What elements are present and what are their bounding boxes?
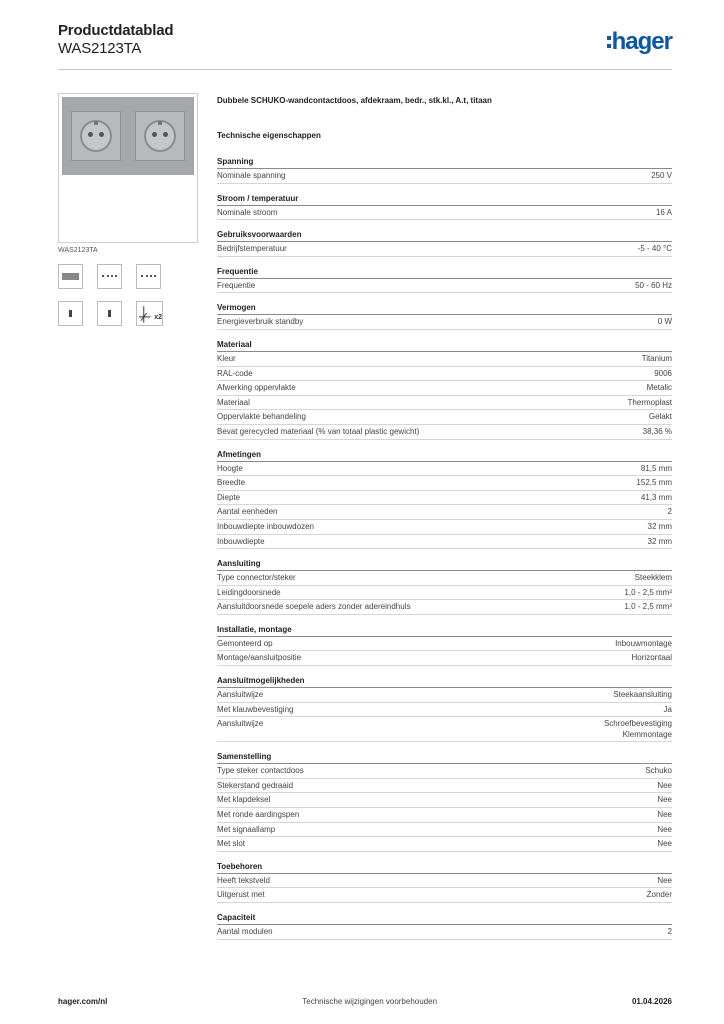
- socket-left: [71, 111, 121, 161]
- spec-label: Met ronde aardingspen: [217, 810, 300, 820]
- spec-row: [217, 571, 672, 586]
- spec-label: Gemonteerd op: [217, 638, 273, 648]
- spec-row: [217, 764, 672, 779]
- spec-label: Nominale spanning: [217, 171, 286, 180]
- spec-label: Energieverbruik standby: [217, 317, 304, 327]
- spec-value: Titanium: [641, 353, 672, 363]
- spec-section: [217, 558, 672, 615]
- spec-label: Met klapdeksel: [217, 795, 271, 805]
- spec-row: [217, 535, 672, 550]
- spec-value: 41,3 mm: [640, 492, 672, 502]
- footer-website-link[interactable]: hager.com/nl: [58, 997, 108, 1006]
- spec-row: [217, 874, 672, 889]
- spec-row: [217, 169, 672, 184]
- spec-value: 32 mm: [647, 536, 672, 546]
- thumbnail-bottom-view[interactable]: [136, 264, 161, 289]
- spec-value: Nee: [657, 810, 672, 820]
- spec-value: Inbouwmontage: [615, 638, 672, 648]
- spec-label: Diepte: [217, 492, 241, 502]
- spec-label: Inbouwdiepte inbouwdozen: [217, 521, 314, 531]
- spec-label: Aantal eenheden: [217, 507, 278, 517]
- thumbnail-side-view[interactable]: [58, 301, 83, 326]
- product-description: Dubbele SCHUKO-wandcontactdoos, afdekraam, bedr., stk.kl., A.t, titaan: [217, 96, 492, 105]
- spec-section-title: Stroom / temperatuur: [217, 193, 672, 206]
- spec-label: Aansluitwijze: [217, 719, 264, 729]
- spec-value: 9006: [654, 368, 672, 378]
- spec-row: [217, 637, 672, 652]
- spec-value: 2: [667, 507, 672, 517]
- spec-section-title: Frequentie: [217, 266, 672, 279]
- spec-value: Schuko: [645, 766, 672, 776]
- spec-row: [217, 462, 672, 477]
- spec-row: [217, 505, 672, 520]
- spec-value: 152,5 mm: [636, 478, 672, 488]
- spec-value: 32 mm: [647, 521, 672, 531]
- spec-value: 0 W: [657, 317, 672, 327]
- footer-date: 01.04.2026: [631, 997, 672, 1006]
- spec-value: Horizontaal: [631, 653, 672, 663]
- page-footer: [58, 997, 672, 1006]
- spec-label: Montage/aansluitpositie: [217, 653, 302, 663]
- spec-section: [217, 156, 672, 184]
- spec-row: [217, 491, 672, 506]
- spec-value: Steekaansluiting: [613, 690, 672, 700]
- spec-label: Aansluitwijze: [217, 690, 264, 700]
- spec-value: 81,5 mm: [640, 463, 672, 473]
- spec-label: Uitgerust met: [217, 890, 265, 900]
- logo-text: hager: [611, 28, 672, 55]
- spec-section: [217, 861, 672, 903]
- spec-value: Nee: [657, 839, 672, 849]
- spec-section: [217, 193, 672, 221]
- spec-value: 38,36 %: [642, 426, 672, 436]
- spec-row: [217, 888, 672, 903]
- spec-value: Nee: [657, 824, 672, 834]
- spec-label: RAL-code: [217, 368, 253, 378]
- spec-section-title: Aansluitmogelijkheden: [217, 675, 672, 688]
- socket-right: [135, 111, 185, 161]
- spec-section: [217, 229, 672, 257]
- spec-row: [217, 352, 672, 367]
- spec-label: Aantal modulen: [217, 927, 273, 936]
- spec-value: Nee: [657, 875, 672, 885]
- spec-row: [217, 396, 672, 411]
- thumbnail-side-view-2[interactable]: [97, 301, 122, 326]
- spec-section-title: Afmetingen: [217, 449, 672, 462]
- spec-value: 250 V: [651, 171, 672, 180]
- spec-row: [217, 793, 672, 808]
- spec-section-title: Materiaal: [217, 339, 672, 352]
- spec-value: 16 A: [655, 207, 672, 217]
- spec-label: Bevat gerecycled materiaal (% van totaal plastic gewicht): [217, 426, 420, 436]
- spec-value: Nee: [657, 780, 672, 790]
- spec-section-title: Gebruiksvoorwaarden: [217, 229, 672, 242]
- spec-row: [217, 242, 672, 257]
- spec-row: [217, 688, 672, 703]
- spec-row: [217, 425, 672, 440]
- spec-row: [217, 520, 672, 535]
- spec-section: [217, 339, 672, 440]
- spec-value: Nee: [657, 795, 672, 805]
- page-header: [58, 22, 672, 70]
- spec-row: [217, 410, 672, 425]
- hager-logo: [607, 28, 672, 56]
- spec-section-title: Installatie, montage: [217, 624, 672, 637]
- spec-value: 1,0 - 2,5 mm²: [624, 587, 672, 597]
- spec-label: Met signaallamp: [217, 824, 276, 834]
- spec-sections: [217, 156, 672, 940]
- spec-value: 1,0 - 2,5 mm²: [624, 602, 672, 612]
- spec-section: [217, 675, 672, 742]
- spec-section-title: Spanning: [217, 156, 672, 169]
- logo-dots-icon: [607, 34, 611, 50]
- product-media: [58, 93, 198, 326]
- spec-value: [604, 718, 672, 740]
- product-image[interactable]: [58, 93, 198, 243]
- spec-label: Oppervlakte behandeling: [217, 412, 306, 422]
- technical-properties-heading: Technische eigenschappen: [217, 131, 321, 140]
- spec-value: Thermoplast: [627, 397, 672, 407]
- spec-section-title: Aansluiting: [217, 558, 672, 571]
- spec-value-line: Schroefbevestiging: [603, 719, 672, 729]
- spec-section: [217, 912, 672, 940]
- spec-section-title: Toebehoren: [217, 861, 672, 874]
- spec-section: [217, 751, 672, 852]
- thumbnail-top-view[interactable]: [97, 264, 122, 289]
- spec-value: 50 - 60 Hz: [635, 280, 672, 290]
- footer-notice: Technische wijzigingen voorbehouden: [302, 997, 438, 1006]
- spec-row: [217, 600, 672, 615]
- spec-value: Metalic: [646, 383, 672, 393]
- spec-label: Type connector/steker: [217, 573, 296, 583]
- spec-value: Steekklem: [634, 573, 672, 583]
- spec-label: Inbouwdiepte: [217, 536, 265, 546]
- spec-row: [217, 476, 672, 491]
- spec-section: [217, 266, 672, 294]
- spec-row: [217, 808, 672, 823]
- spec-label: Leidingdoorsnede: [217, 587, 281, 597]
- spec-label: Frequentie: [217, 280, 256, 290]
- thumbnail-quantity-label: x2: [154, 314, 162, 321]
- spec-value: Zonder: [646, 890, 672, 900]
- spec-row: [217, 206, 672, 221]
- spec-row: [217, 651, 672, 666]
- spec-section: [217, 302, 672, 330]
- spec-label: Type steker contactdoos: [217, 766, 304, 776]
- spec-row: [217, 717, 672, 742]
- spec-row: [217, 703, 672, 718]
- spec-label: Nominale stroom: [217, 207, 278, 217]
- socket-plate-image: [62, 97, 194, 175]
- spec-label: Afwerking oppervlakte: [217, 383, 296, 393]
- spec-row: [217, 823, 672, 838]
- image-caption: WAS2123TA: [58, 247, 98, 254]
- spec-section-title: Vermogen: [217, 302, 672, 315]
- document-title: Productdatablad: [58, 22, 174, 39]
- specifications: [217, 96, 672, 949]
- thumbnail-dimension-drawing[interactable]: [136, 301, 163, 326]
- spec-row: [217, 925, 672, 940]
- spec-label: Heeft tekstveld: [217, 875, 270, 885]
- spec-value: Ja: [663, 704, 672, 714]
- spec-value-line: Klemmontage: [622, 730, 672, 740]
- spec-label: Hoogte: [217, 463, 243, 473]
- product-code: WAS2123TA: [58, 40, 142, 57]
- spec-label: Kleur: [217, 353, 236, 363]
- spec-row: [217, 586, 672, 601]
- spec-label: Met klauwbevestiging: [217, 704, 294, 714]
- spec-row: [217, 315, 672, 330]
- spec-row: [217, 381, 672, 396]
- spec-value: -5 - 40 °C: [637, 244, 672, 254]
- spec-section: [217, 624, 672, 666]
- thumbnail-front-view[interactable]: [58, 264, 83, 289]
- spec-row: [217, 367, 672, 382]
- spec-row: [217, 837, 672, 852]
- spec-label: Stekerstand gedraaid: [217, 780, 294, 790]
- spec-section-title: Samenstelling: [217, 751, 672, 764]
- spec-section-title: Capaciteit: [217, 912, 672, 925]
- thumbnail-list: [58, 264, 198, 326]
- spec-label: Aansluitdoorsnede soepele aders zonder adereindhuls: [217, 602, 411, 612]
- spec-label: Bedrijfstemperatuur: [217, 244, 287, 254]
- spec-row: [217, 779, 672, 794]
- spec-label: Breedte: [217, 478, 246, 488]
- spec-section: [217, 449, 672, 550]
- spec-label: Materiaal: [217, 397, 250, 407]
- spec-row: [217, 279, 672, 294]
- spec-value: 2: [667, 927, 672, 936]
- spec-label: Met slot: [217, 839, 246, 849]
- spec-value: Gelakt: [648, 412, 672, 422]
